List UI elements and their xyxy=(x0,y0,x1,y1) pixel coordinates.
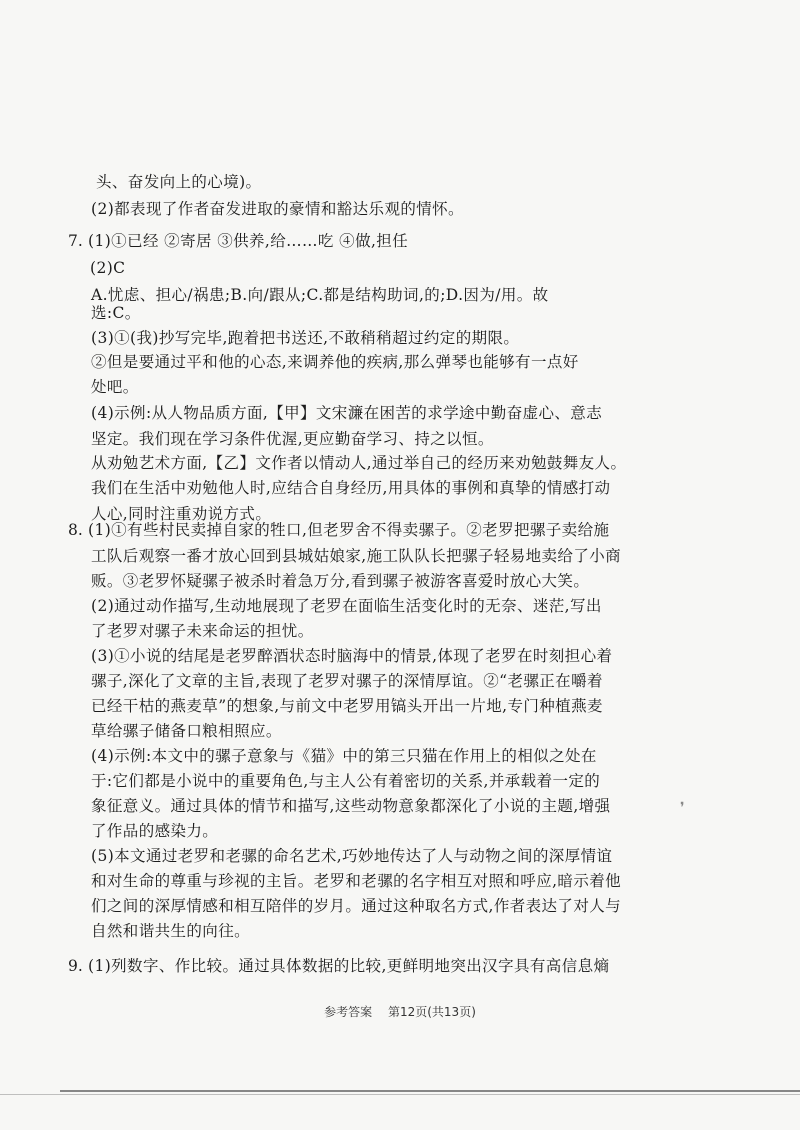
answer-line: 和对生命的尊重与珍视的主旨。老罗和老骡的名字相互对照和呼应,暗示着他 xyxy=(91,872,622,890)
scan-speck: ❜ xyxy=(680,800,685,816)
answer-line: 骡子,深化了文章的主旨,表现了老罗对骡子的深情厚谊。②“老骡正在嚼着 xyxy=(91,672,603,690)
question-number-8: 8. xyxy=(68,521,83,539)
answer-line: A.忧虑、担心/祸患;B.向/跟从;C.都是结构助词,的;D.因为/用。故 xyxy=(91,286,549,304)
question-number-7: 7. xyxy=(68,232,83,250)
answer-line: 已经干枯的燕麦草”的想象,与前文中老罗用镐头开出一片地,专门种植燕麦 xyxy=(91,697,603,715)
page-footer xyxy=(0,1003,800,1020)
footer-label: 参考答案 xyxy=(324,1005,373,1019)
answer-line: 我们在生活中劝勉他人时,应结合自身经历,用具体的事例和真挚的情感打动 xyxy=(91,479,611,497)
answer-line: 了作品的感染力。 xyxy=(91,822,219,840)
answer-line: 选:C。 xyxy=(91,304,141,322)
answer-line: 处吧。 xyxy=(91,378,139,396)
question-number-9: 9. xyxy=(68,957,83,975)
answer-line: 草给骡子储备口粮相照应。 xyxy=(91,722,282,740)
answer-line: ②但是要通过平和他的心态,来调养他的疾病,那么弹琴也能够有一点好 xyxy=(91,353,579,371)
answer-line: (3)①小说的结尾是老罗醉酒状态时脑海中的情景,体现了老罗在时刻担心着 xyxy=(91,647,613,665)
answer-line: 象征意义。通过具体的情节和描写,这些动物意象都深化了小说的主题,增强 xyxy=(91,797,611,815)
answer-line: 坚定。我们现在学习条件优渥,更应勤奋学习、持之以恒。 xyxy=(91,430,494,448)
answer-line: 人心,同时注重劝说方式。 xyxy=(91,505,272,523)
answer-line: (2)都表现了作者奋发进取的豪情和豁达乐观的情怀。 xyxy=(91,200,464,218)
answer-line: (2)C xyxy=(90,259,126,277)
answer-line: 头、奋发向上的心境)。 xyxy=(96,173,262,191)
answer-line: (3)①(我)抄写完毕,跑着把书送还,不敢稍稍超过约定的期限。 xyxy=(91,329,520,347)
scan-edge-line-secondary xyxy=(0,1094,800,1095)
scan-edge-line xyxy=(60,1090,800,1092)
answer-line: (2)通过动作描写,生动地展现了老罗在面临生活变化时的无奈、迷茫,写出 xyxy=(91,597,602,615)
answer-line: (4)示例:本文中的骡子意象与《猫》中的第三只猫在作用上的相似之处在 xyxy=(91,747,597,765)
answer-line: 工队后观察一番才放心回到县城姑娘家,施工队队长把骡子轻易地卖给了小商 xyxy=(91,547,622,565)
answer-line: (1)列数字、作比较。通过具体数据的比较,更鲜明地突出汉字具有高信息熵 xyxy=(88,957,610,975)
answer-line: 于:它们都是小说中的重要角色,与主人公有着密切的关系,并承载着一定的 xyxy=(91,772,601,790)
answer-line: 了老罗对骡子未来命运的担忧。 xyxy=(91,622,314,640)
answer-line: 贩。③老罗怀疑骡子被杀时着急万分,看到骡子被游客喜爱时放心大笑。 xyxy=(91,572,590,590)
answer-line: (4)示例:从人物品质方面,【甲】文宋濂在困苦的求学途中勤奋虚心、意志 xyxy=(91,404,603,422)
answer-line: 自然和谐共生的向往。 xyxy=(91,922,251,940)
answer-line: (1)①已经 ②寄居 ③供养,给……吃 ④做,担任 xyxy=(88,232,409,250)
footer-page-number: 第12页(共13页) xyxy=(387,1005,476,1019)
answer-line: 们之间的深厚情感和相互陪伴的岁月。通过这种取名方式,作者表达了对人与 xyxy=(91,897,622,915)
answer-line: (5)本文通过老罗和老骡的命名艺术,巧妙地传达了人与动物之间的深厚情谊 xyxy=(91,847,613,865)
answer-line: 从劝勉艺术方面,【乙】文作者以情动人,通过举自己的经历来劝勉鼓舞友人。 xyxy=(91,454,627,472)
answer-line: (1)①有些村民卖掉自家的牲口,但老罗舍不得卖骡子。②老罗把骡子卖给施 xyxy=(88,521,610,539)
